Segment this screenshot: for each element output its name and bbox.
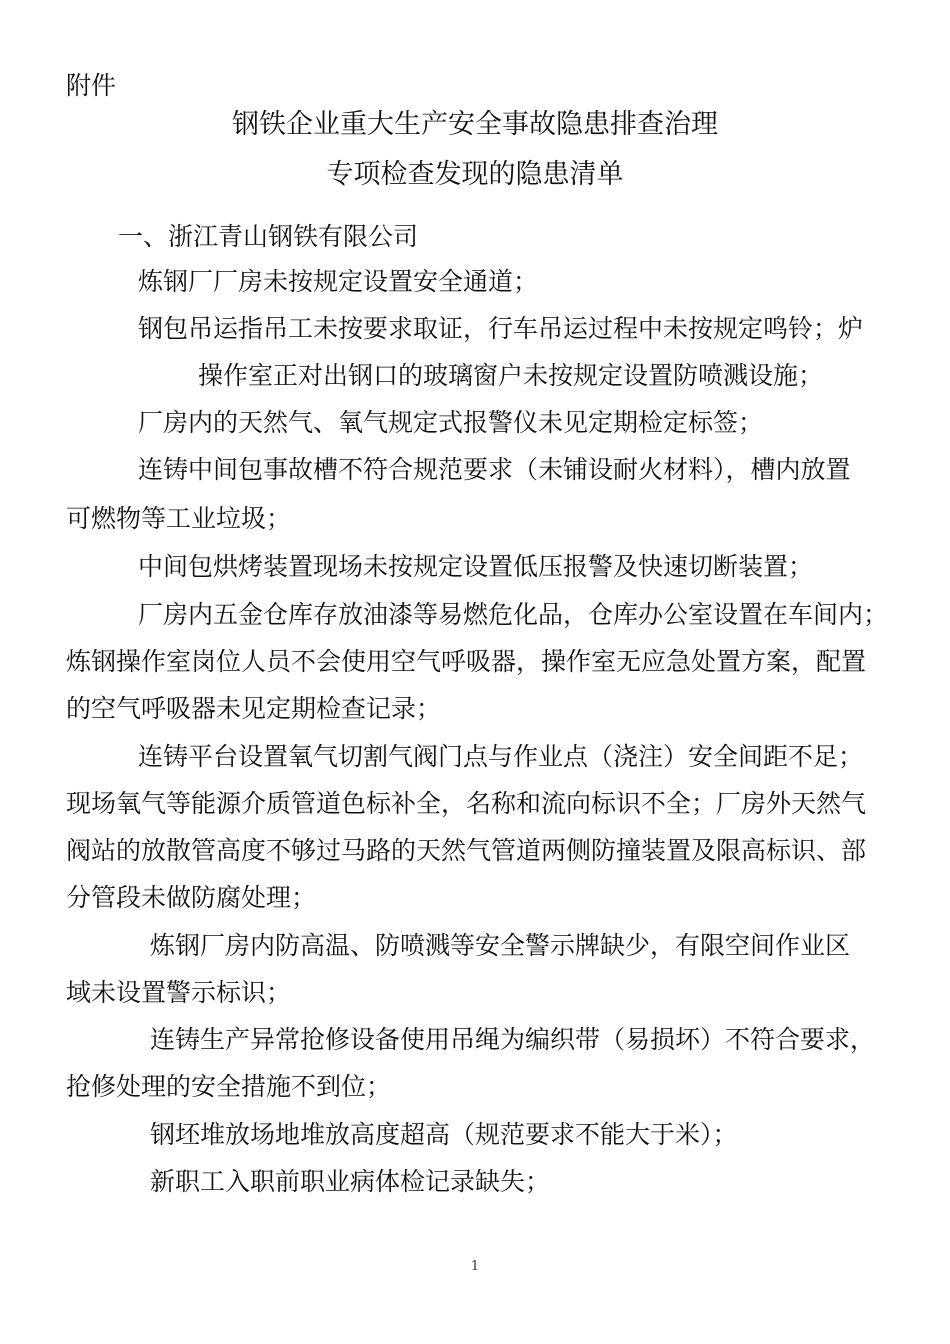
- body-line: 钢坯堆放场地堆放高度超高（规范要求不能大于米）；: [150, 1120, 738, 1149]
- body-line: 新职工入职前职业病体检记录缺失；: [150, 1167, 551, 1196]
- body-line: 阀站的放散管高度不够过马路的天然气管道两侧防撞装置及限高标识、部: [66, 836, 867, 865]
- body-line: 连铸平台设置氧气切割气阀门点与作业点（浇注）安全间距不足；: [138, 742, 864, 771]
- body-line: 厂房内的天然气、氧气规定式报警仪未见定期检定标签；: [138, 408, 764, 437]
- document-title-line2: 专项检查发现的隐患清单: [326, 159, 624, 190]
- body-line: 中间包烘烤装置现场未按规定设置低压报警及快速切断装置；: [138, 552, 814, 581]
- body-line: 域未设置警示标识；: [66, 978, 292, 1007]
- body-line: 炼钢厂厂房未按规定设置安全通道；: [138, 267, 539, 296]
- attachment-label: 附件: [66, 71, 117, 100]
- body-line: 连铸中间包事故槽不符合规范要求（未铺设耐火材料），槽内放置: [138, 455, 851, 484]
- body-line: 钢包吊运指吊工未按要求取证，行车吊运过程中未按规定鸣铃；炉: [138, 314, 864, 343]
- body-line: 炼钢厂房内防高温、防喷溅等安全警示牌缺少，有限空间作业区: [150, 931, 851, 960]
- body-line: 可燃物等工业垃圾；: [66, 504, 292, 533]
- body-line: 的空气呼吸器未见定期检查记录；: [66, 694, 442, 723]
- body-line: 厂房内五金仓库存放油漆等易燃危化品，仓库办公室设置在车间内；: [138, 600, 889, 629]
- body-line: 操作室正对出钢口的玻璃窗户未按规定设置防喷溅设施；: [198, 361, 824, 390]
- body-line: 分管段未做防腐处理；: [66, 883, 317, 912]
- section-heading: 一、浙江青山钢铁有限公司: [118, 222, 419, 251]
- page-number: 1: [470, 1259, 480, 1274]
- body-line: 连铸生产异常抢修设备使用吊绳为编织带（易损坏）不符合要求，: [150, 1025, 876, 1054]
- body-line: 现场氧气等能源介质管道色标补全，名称和流向标识不全；厂房外天然气: [66, 789, 867, 818]
- document-title-line1: 钢铁企业重大生产安全事故隐患排查治理: [232, 109, 718, 140]
- body-line: 炼钢操作室岗位人员不会使用空气呼吸器，操作室无应急处置方案，配置: [66, 647, 867, 676]
- body-line: 抢修处理的安全措施不到位；: [66, 1072, 392, 1101]
